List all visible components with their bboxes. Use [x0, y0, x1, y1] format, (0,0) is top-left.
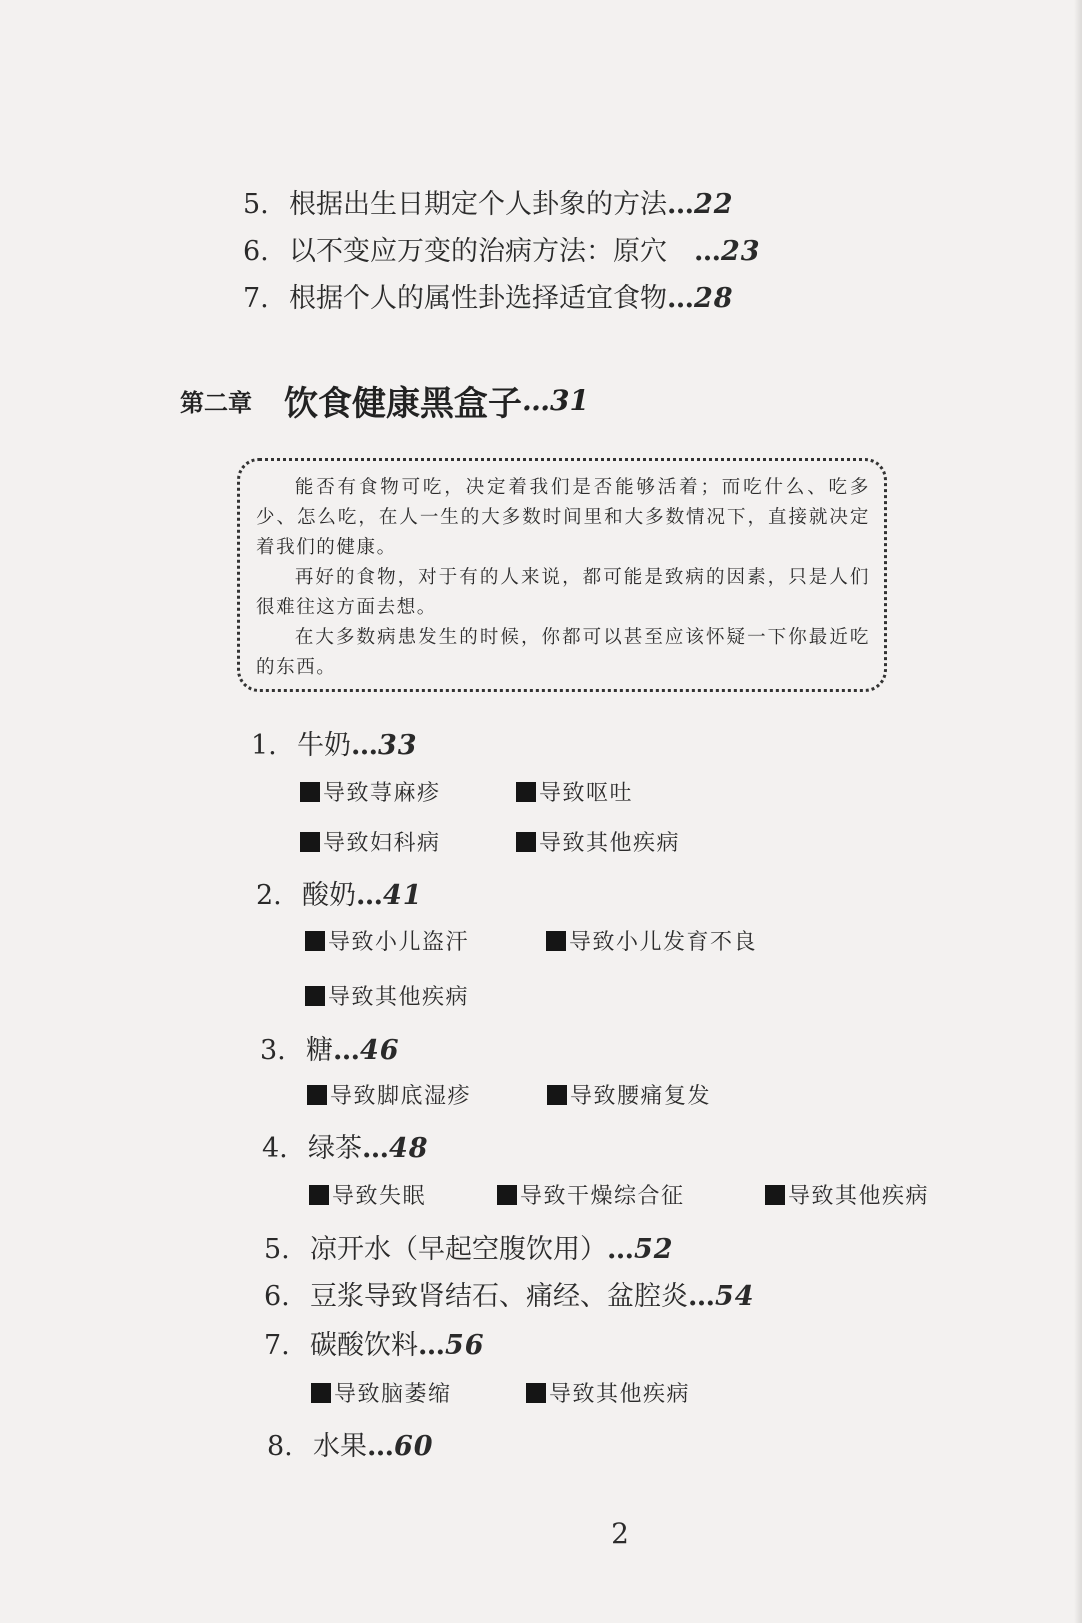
- chapter-intro-box: [237, 458, 887, 692]
- toc-entry-page: 60: [394, 1431, 434, 1462]
- toc-entry-page: 46: [360, 1035, 400, 1066]
- sub-entry-text: 导致呕吐: [539, 781, 634, 806]
- sub-entry: [546, 928, 757, 958]
- square-bullet-icon: [309, 1185, 329, 1205]
- toc-entry: [264, 1329, 485, 1363]
- toc-entry-number: 8.: [267, 1431, 293, 1462]
- toc-entry: [264, 1280, 755, 1314]
- sub-entry: [526, 1380, 690, 1410]
- square-bullet-icon: [311, 1383, 331, 1403]
- toc-entry-text: 糖: [306, 1035, 333, 1066]
- toc-entry-page: 41: [383, 880, 423, 911]
- toc-entry-dots: …: [351, 730, 378, 761]
- toc-entry-dots: …: [694, 236, 721, 267]
- toc-entry-page: 28: [694, 283, 734, 314]
- toc-entry-text: 水果: [313, 1431, 367, 1462]
- square-bullet-icon: [307, 1085, 327, 1105]
- sub-entry-text: 导致其他疾病: [788, 1184, 930, 1209]
- sub-entry: [497, 1182, 685, 1212]
- toc-entry-number: 2.: [256, 880, 282, 911]
- toc-entry: [243, 235, 761, 269]
- toc-entry-number: 6.: [264, 1281, 290, 1312]
- toc-entry-number: 4.: [262, 1133, 288, 1164]
- square-bullet-icon: [765, 1185, 785, 1205]
- toc-entry-page: 52: [634, 1234, 674, 1265]
- sub-entry-text: 导致荨麻疹: [323, 781, 441, 806]
- chapter-page: 31: [550, 384, 589, 417]
- sub-entry: [311, 1380, 452, 1410]
- square-bullet-icon: [516, 782, 536, 802]
- square-bullet-icon: [305, 931, 325, 951]
- sub-entry-text: 导致小儿发育不良: [569, 930, 758, 955]
- intro-paragraph: 在大多数病患发生的时候，你都可以甚至应该怀疑一下你最近吃的东西。: [256, 627, 870, 678]
- square-bullet-icon: [497, 1185, 517, 1205]
- toc-entry-number: 5.: [243, 189, 269, 220]
- sub-entry-text: 导致其他疾病: [328, 985, 470, 1010]
- toc-entry: [243, 282, 734, 316]
- sub-entry-text: 导致失眠: [332, 1184, 427, 1209]
- toc-entry-number: 3.: [260, 1035, 286, 1066]
- toc-entry-dots: …: [667, 283, 694, 314]
- square-bullet-icon: [300, 832, 320, 852]
- square-bullet-icon: [546, 931, 566, 951]
- sub-entry: [305, 928, 469, 958]
- toc-entry: [264, 1233, 674, 1267]
- toc-entry-page: 22: [694, 189, 734, 220]
- sub-entry: [765, 1182, 929, 1212]
- page-number: 2: [611, 1517, 629, 1550]
- toc-entry: [243, 188, 734, 222]
- intro-paragraph: 能否有食物可吃，决定着我们是否能够活着；而吃什么、吃多少、怎么吃，在人一生的大多数时间里和大多数情况下，直接就决定着我们的健康。: [256, 477, 870, 558]
- toc-entry-number: 7.: [243, 283, 269, 314]
- toc-entry-text: 凉开水（早起空腹饮用）: [310, 1234, 607, 1265]
- sub-entry: [300, 779, 441, 809]
- toc-entry-text: 根据出生日期定个人卦象的方法: [289, 189, 667, 220]
- sub-entry-text: 导致小儿盗汗: [328, 930, 470, 955]
- square-bullet-icon: [300, 782, 320, 802]
- square-bullet-icon: [305, 986, 325, 1006]
- sub-entry-text: 导致其他疾病: [539, 831, 681, 856]
- sub-entry: [305, 983, 469, 1013]
- sub-entry-text: 导致其他疾病: [549, 1382, 691, 1407]
- toc-entry-dots: …: [418, 1330, 445, 1361]
- toc-entry-dots: …: [362, 1133, 389, 1164]
- toc-entry-page: 56: [445, 1330, 485, 1361]
- intro-paragraph: 再好的食物，对于有的人来说，都可能是致病的因素，只是人们很难往这方面去想。: [256, 567, 870, 618]
- sub-entry: [547, 1082, 711, 1112]
- toc-entry-text: 碳酸饮料: [310, 1330, 418, 1361]
- toc-entry-number: 1.: [251, 730, 277, 761]
- toc-entry-text: 根据个人的属性卦选择适宜食物: [289, 283, 667, 314]
- sub-entry-text: 导致妇科病: [323, 831, 441, 856]
- chapter-dots: …: [522, 384, 550, 417]
- sub-entry: [516, 779, 633, 809]
- toc-entry-text: 酸奶: [302, 880, 356, 911]
- page-edge-shadow: [1074, 0, 1082, 1623]
- toc-entry-text: 豆浆导致肾结石、痛经、盆腔炎: [310, 1281, 688, 1312]
- square-bullet-icon: [516, 832, 536, 852]
- toc-entry: [262, 1132, 429, 1166]
- chapter-label: 第二章: [180, 389, 252, 417]
- toc-entry-number: 5.: [264, 1234, 290, 1265]
- toc-entry-dots: …: [688, 1281, 715, 1312]
- chapter-title: 饮食健康黑盒子: [284, 384, 522, 424]
- toc-entry-dots: …: [333, 1035, 360, 1066]
- sub-entry: [309, 1182, 426, 1212]
- toc-entry: [267, 1430, 434, 1464]
- toc-entry-dots: …: [356, 880, 383, 911]
- toc-entry-page: 23: [721, 236, 761, 267]
- square-bullet-icon: [526, 1383, 546, 1403]
- toc-entry-number: 7.: [264, 1330, 290, 1361]
- toc-entry-dots: …: [607, 1234, 634, 1265]
- toc-entry: [256, 879, 423, 913]
- sub-entry-text: 导致脚底湿疹: [330, 1084, 472, 1109]
- toc-entry-text: 绿茶: [308, 1133, 362, 1164]
- square-bullet-icon: [547, 1085, 567, 1105]
- toc-entry-number: 6.: [243, 236, 269, 267]
- toc-entry-dots: …: [667, 189, 694, 220]
- chapter-heading: [180, 376, 589, 425]
- sub-entry: [307, 1082, 471, 1112]
- toc-entry-text: 以不变应万变的治病方法：原穴: [289, 236, 694, 267]
- toc-entry: [260, 1034, 400, 1068]
- toc-entry-text: 牛奶: [297, 730, 351, 761]
- toc-entry: [251, 729, 418, 763]
- toc-entry-page: 48: [389, 1133, 429, 1164]
- sub-entry-text: 导致腰痛复发: [570, 1084, 712, 1109]
- sub-entry: [516, 829, 680, 859]
- sub-entry-text: 导致干燥综合征: [520, 1184, 685, 1209]
- toc-entry-page: 54: [715, 1281, 755, 1312]
- toc-entry-page: 33: [378, 730, 418, 761]
- toc-entry-dots: …: [367, 1431, 394, 1462]
- sub-entry-text: 导致脑萎缩: [334, 1382, 452, 1407]
- sub-entry: [300, 829, 441, 859]
